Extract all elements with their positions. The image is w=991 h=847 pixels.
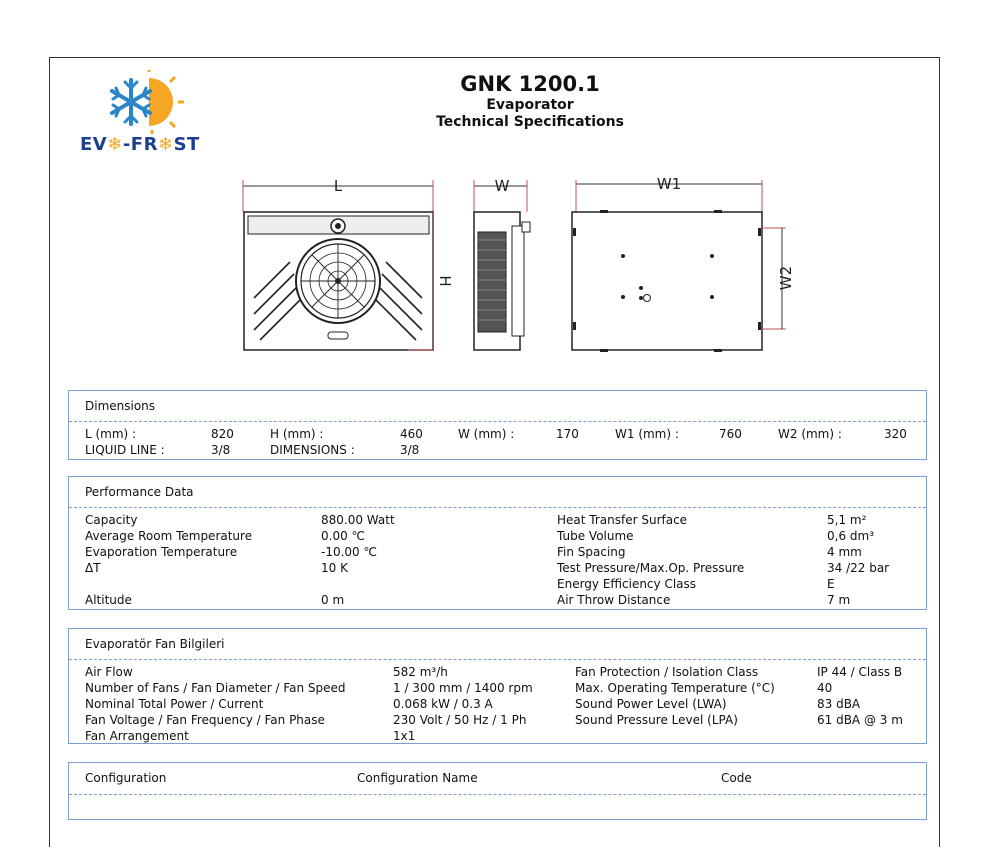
spec-row (69, 576, 926, 592)
spec-value: 1x1 (393, 729, 416, 743)
configuration-header (69, 763, 926, 795)
spec-label: Tube Volume (557, 529, 634, 543)
evo-frost-logo (80, 70, 220, 162)
spec-value: 5,1 m² (827, 513, 867, 527)
dim-w-value: 170 (556, 427, 579, 441)
dimensions-label: DIMENSIONS : (270, 443, 355, 457)
spec-value: 40 (817, 681, 833, 695)
spec-row (69, 664, 926, 680)
dim-label-w: W (494, 177, 510, 195)
spec-label: Test Pressure/Max.Op. Pressure (557, 561, 745, 575)
spec-value: 7 m (827, 593, 851, 607)
dim-w1-value: 760 (719, 427, 742, 441)
product-type: Evaporator (486, 97, 574, 113)
spec-label: Air Throw Distance (557, 593, 671, 607)
dimensions-row (69, 426, 926, 442)
spec-row (69, 544, 926, 560)
spec-label: ΔT (85, 561, 101, 575)
dimensions-value: 3/8 (400, 443, 420, 457)
model-name: GNK 1200.1 (460, 72, 600, 96)
technical-drawings (230, 170, 800, 360)
spec-row (69, 560, 926, 576)
spec-row (69, 592, 926, 608)
section-title: Dimensions (69, 391, 926, 422)
document-title: Technical Specifications (436, 114, 624, 130)
spec-label: Fan Protection / Isolation Class (575, 665, 759, 679)
code-col-header: Code (721, 771, 752, 785)
dim-label-h: H (436, 275, 454, 287)
spec-label: Max. Operating Temperature (°C) (575, 681, 775, 695)
dim-h-value: 460 (400, 427, 423, 441)
spec-value: 880.00 Watt (321, 513, 395, 527)
dim-w1-label: W1 (mm) : (615, 427, 679, 441)
dimensions-row (69, 442, 926, 458)
spec-value: 0,6 dm³ (827, 529, 875, 543)
dim-label-w2: W2 (777, 265, 795, 291)
title-block (330, 72, 730, 130)
spec-label: Capacity (85, 513, 138, 527)
spec-value: 34 /22 bar (827, 561, 890, 575)
spec-label: Sound Power Level (LWA) (575, 697, 727, 711)
spec-label: Energy Efficiency Class (557, 577, 697, 591)
side-view-drawing (474, 177, 530, 350)
spec-value: -10.00 ℃ (321, 545, 377, 559)
spec-row (69, 528, 926, 544)
spec-value: 61 dBA @ 3 m (817, 713, 903, 727)
dim-w2-value: 320 (884, 427, 907, 441)
spec-value: 4 mm (827, 545, 862, 559)
spec-row (69, 728, 926, 744)
rear-view-drawing (572, 175, 795, 352)
section-title: Performance Data (69, 477, 926, 508)
spec-value: 0 m (321, 593, 345, 607)
spec-row (69, 696, 926, 712)
spec-label: Evaporation Temperature (85, 545, 238, 559)
dim-l-value: 820 (211, 427, 234, 441)
spec-value: E (827, 577, 835, 591)
performance-section (68, 476, 927, 610)
liquid-line-value: 3/8 (211, 443, 231, 457)
configuration-col-header: Configuration (85, 771, 167, 785)
spec-row (69, 712, 926, 728)
spec-label: Sound Pressure Level (LPA) (575, 713, 738, 727)
fan-section (68, 628, 927, 744)
dim-label-w1: W1 (656, 175, 682, 193)
dim-label-l: L (333, 177, 343, 195)
dim-w2-label: W2 (mm) : (778, 427, 842, 441)
dim-l-label: L (mm) : (85, 427, 137, 441)
spec-value: 83 dBA (817, 697, 861, 711)
logo-wordmark: EV❄-FR❄ST (80, 134, 200, 155)
spec-label: Altitude (85, 593, 132, 607)
dim-w-label: W (mm) : (458, 427, 515, 441)
configuration-name-col-header: Configuration Name (357, 771, 478, 785)
spec-value: IP 44 / Class B (817, 665, 903, 679)
spec-label: Air Flow (85, 665, 133, 679)
spec-row (69, 512, 926, 528)
spec-label: Fin Spacing (557, 545, 626, 559)
spec-label: Fan Arrangement (85, 729, 189, 743)
spec-label: Number of Fans / Fan Diameter / Fan Speed (85, 681, 346, 695)
spec-value: 1 / 300 mm / 1400 rpm (393, 681, 533, 695)
spec-value: 0.068 kW / 0.3 A (393, 697, 493, 711)
spec-value: 10 K (321, 561, 348, 575)
spec-row (69, 680, 926, 696)
snowflake-sun-icon (104, 70, 194, 134)
spec-value: 0.00 ℃ (321, 529, 366, 543)
liquid-line-label: LIQUID LINE : (85, 443, 165, 457)
front-view-drawing (243, 177, 454, 350)
spec-label: Fan Voltage / Fan Frequency / Fan Phase (85, 713, 325, 727)
section-title: Evaporatör Fan Bilgileri (69, 629, 926, 660)
spec-value: 230 Volt / 50 Hz / 1 Ph (393, 713, 527, 727)
dimensions-section (68, 390, 927, 460)
spec-label: Heat Transfer Surface (557, 513, 688, 527)
spec-label: Nominal Total Power / Current (85, 697, 264, 711)
spec-value: 582 m³/h (393, 665, 448, 679)
configuration-section (68, 762, 927, 820)
spec-label: Average Room Temperature (85, 529, 253, 543)
dim-h-label: H (mm) : (270, 427, 324, 441)
